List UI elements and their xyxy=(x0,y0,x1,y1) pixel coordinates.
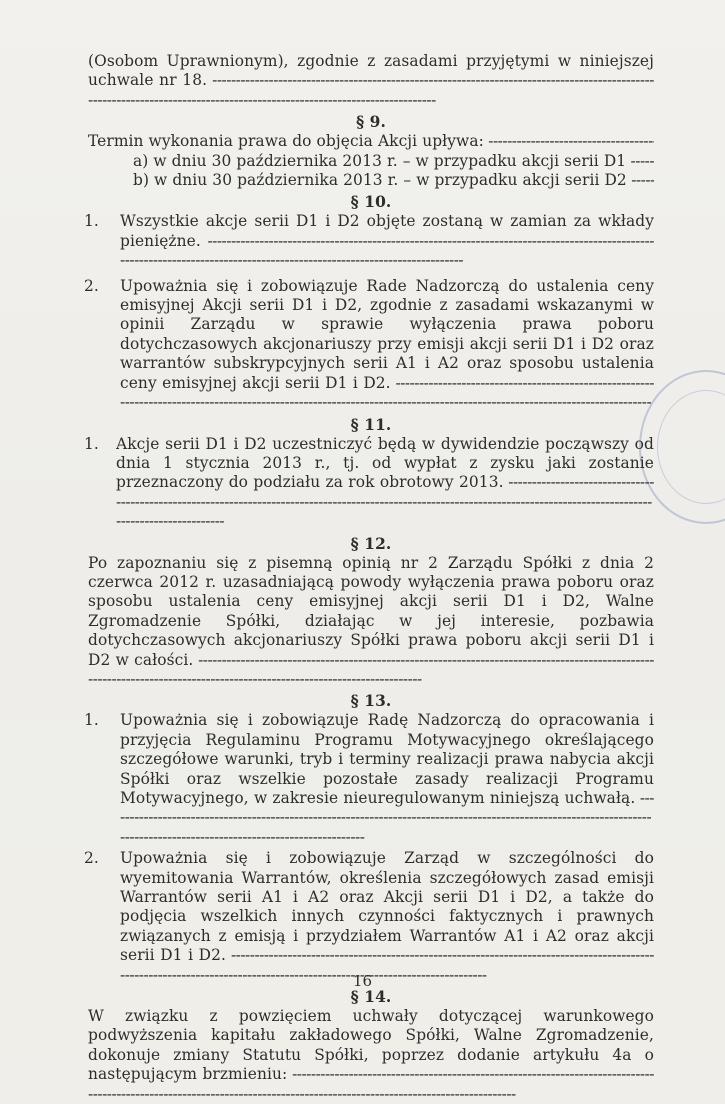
section-10-heading: § 10. xyxy=(350,193,392,212)
page-number: 16 xyxy=(352,972,373,990)
section-13-item-1 xyxy=(84,711,654,847)
section-13-heading: § 13. xyxy=(350,692,392,711)
item-text: Upoważnia się i zobowiązuje Zarząd w szczególności do wyemitowania Warrantów, określenia szczegółowych zasad emisji Warrantów serii A1 i A2 oraz Akcji serii D1 i D2, a także do podjęcia wszelkich innych czynności faktycznych i prawnych związanych z emisją i przydziałem Warrantów A1 i A2 oraz akcji serii D1 i D2. ----- xyxy=(120,849,654,985)
item-text: Upoważnia się i zobowiązuje Rade Nadzorczą do ustalenia ceny emisyjnej Akcji serii D1 i D2, zgodnie z zasadami wskazanymi w opinii Zarządu w sprawie wyłączenia prawa poboru dotychczasowych akcjonariuszy przy emisji akcji serii D1 i D2 oraz warrantów subskrypcyjnych serii A1 i A2 oraz sposobu ustalenia ceny emisyjnej akcji serii D1 i D2. ----- xyxy=(120,277,654,413)
stamp-inner-ring xyxy=(657,390,725,504)
section-12-text: Po zapoznaniu się z pisemną opinią nr 2 Zarządu Spółki z dnia 2 czerwca 2012 r. uzasadniającą powody wyłączenia prawa poboru oraz sposobu ustalenia ceny emisyjnej akcji serii D1 i D2, Walne Zgromadzenie Spółki, działając w jej interesie, pozbawia dotychczasowych akcjonariuszy Spółki prawa poboru akcji serii D1 i D2 w całości. ----- xyxy=(88,554,654,690)
section-11-heading: § 11. xyxy=(350,415,392,434)
item-text: Akcje serii D1 i D2 uczestniczyć będą w dywidendzie począwszy od dnia 1 stycznia 2013 r., tj. od wypłat z zysku jaki zostanie przeznaczony do podziału za rok obrotowy 2013. ----- xyxy=(116,435,654,532)
section-9-item-b: b) w dniu 30 października 2013 r. – w przypadku akcji serii D2 ----- xyxy=(88,171,654,190)
section-9-heading: § 9. xyxy=(356,113,386,132)
item-number: 2. xyxy=(84,849,99,868)
item-number: 1. xyxy=(84,434,99,453)
item-number: 2. xyxy=(84,276,99,295)
item-number: 1. xyxy=(84,212,99,231)
section-14-text: W związku z powzięciem uchwały dotyczącej warunkowego podwyższenia kapitału zakładowego Spółki, Walne Zgromadzenie, dokonuje zmiany Statutu Spółki, poprzez dodanie artykułu 4a o następującym brzmieniu: ----- xyxy=(88,1007,654,1104)
document-body xyxy=(84,52,654,1104)
section-9-item-a: a) w dniu 30 października 2013 r. – w przypadku akcji serii D1 ----- xyxy=(88,152,654,171)
section-12-heading: § 12. xyxy=(350,534,392,553)
section-14-heading: § 14. xyxy=(350,988,392,1007)
section-9-text: Termin wykonania prawa do objęcia Akcji upływa: ----- xyxy=(88,132,654,151)
intro-paragraph: (Osobom Uprawnionym), zgodnie z zasadami przyjętymi w niniejszej uchwale nr 18. ----- xyxy=(88,52,654,110)
section-13-item-2 xyxy=(84,849,654,985)
item-text: Wszystkie akcje serii D1 i D2 objęte zostaną w zamian za wkłady pieniężne. ----- xyxy=(120,212,654,270)
section-11-item-1 xyxy=(84,434,654,532)
item-number: 1. xyxy=(84,711,99,730)
item-text: Upoważnia się i zobowiązuje Radę Nadzorczą do opracowania i przyjęcia Regulaminu Programu Motywacyjnego określającego szczegółowe warunki, tryb i terminy realizacji prawa nabycia akcji Spółki oraz wszelkie pozostałe zasady realizacji Programu Motywacyjnego, w zakresie nieuregulowanym niniejszą uchwałą. ----- xyxy=(120,711,654,847)
section-10-item-1 xyxy=(84,212,654,270)
section-10-item-2 xyxy=(84,276,654,413)
